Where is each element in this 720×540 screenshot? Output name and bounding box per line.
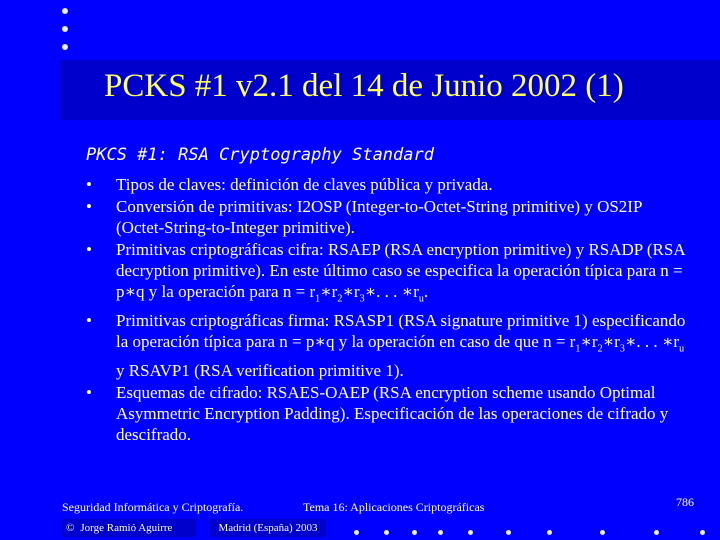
slide-subtitle: PKCS #1: RSA Cryptography Standard — [86, 145, 434, 165]
place-box: Madrid (España) 2003 — [210, 519, 326, 537]
bullet-item — [84, 174, 694, 195]
bullet-item — [84, 196, 694, 238]
slide-title: PCKS #1 v2.1 del 14 de Junio 2002 (1) — [104, 68, 624, 104]
bullet-item — [84, 382, 694, 445]
nav-dot[interactable] — [412, 530, 417, 535]
bullet-icon: • — [86, 382, 92, 402]
bullet-icon: • — [86, 197, 92, 216]
bullet-item — [84, 239, 694, 309]
bullet-item — [84, 310, 694, 380]
nav-dot[interactable] — [438, 530, 443, 535]
page-number: 786 — [676, 495, 694, 509]
bullet-icon: • — [86, 240, 92, 259]
nav-dot[interactable] — [654, 530, 659, 535]
decorative-dot — [62, 8, 68, 14]
bullet-list — [84, 174, 694, 446]
author-box — [62, 519, 196, 537]
nav-dot[interactable] — [600, 530, 605, 535]
decorative-dot — [62, 26, 68, 32]
nav-dot[interactable] — [354, 530, 359, 535]
bullet-icon: • — [86, 311, 92, 331]
bullet-text: Conversión de primitivas: I2OSP (Integer-to-Octet-String primitive) y OS2IP (Octet-String-to-Integer primitive). — [116, 197, 642, 237]
nav-dot[interactable] — [468, 530, 473, 535]
bullet-text: Esquemas de cifrado: RSAES-OAEP (RSA encryption scheme usando Optimal Asymmetric Encryption Padding). Especificación de las operaciones de cifrado y descifrado. — [116, 382, 669, 444]
nav-dot[interactable] — [700, 530, 705, 535]
bullet-icon: • — [86, 175, 92, 194]
bullet-text: Tipos de claves: definición de claves pública y privada. — [116, 175, 493, 194]
author-name: Jorge Ramió Aguirre — [80, 522, 173, 534]
decorative-dot — [62, 44, 68, 50]
bullet-text: Primitivas criptográficas firma: RSASP1 (RSA signature primitive 1) especificando la operación típica para n = p∗q y la operación en caso de que $n = r_1∗r_2∗r_3∗$. . . $∗r_u$ y RSAVP1 (RSA verification primitive 1). — [116, 311, 686, 380]
nav-dot[interactable] — [506, 530, 511, 535]
copyright-icon: © — [66, 522, 75, 534]
nav-dot[interactable] — [547, 530, 552, 535]
bullet-text: Primitivas criptográficas cifra: RSAEP (RSA encryption primitive) y RSADP (RSA decryption primitive). En este último caso se especifica la operación típica para n = p∗q y la operación para $n = r_1∗r_2∗r_3∗$. . . $∗r_u$. — [116, 240, 685, 305]
nav-dot[interactable] — [384, 530, 389, 535]
footer-course: Seguridad Informática y Criptografía. — [62, 500, 244, 514]
footer-topic: Tema 16: Aplicaciones Criptográficas — [303, 500, 485, 514]
